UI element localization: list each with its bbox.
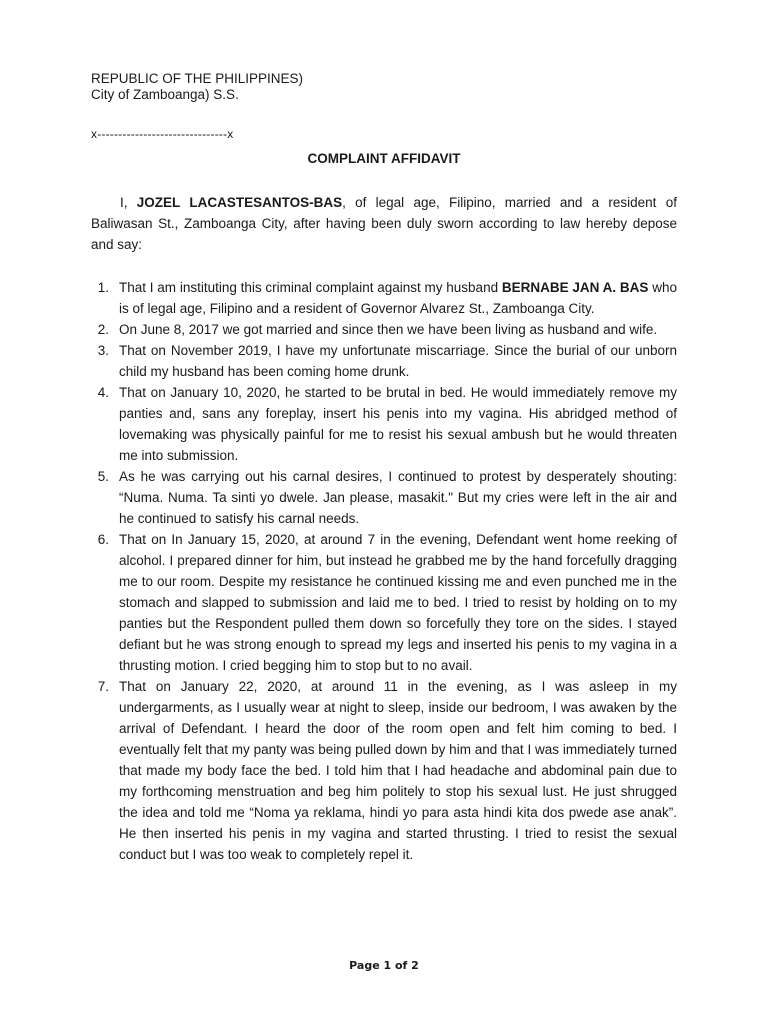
list-item: 3. That on November 2019, I have my unfortunate miscarriage. Since the burial of our unborn child my husband has been coming home drunk. bbox=[97, 343, 677, 379]
allegations-list bbox=[91, 277, 677, 865]
list-item: 5. As he was carrying out his carnal desires, I continued to protest by desperately shouting: “Numa. Numa. Ta sinti yo dwele. Jan please, masakit." But my cries were left in the air and he continued to satisfy his carnal needs. bbox=[97, 469, 677, 526]
list-item: 7. That on January 22, 2020, at around 11 in the evening, as I was asleep in my undergarments, as I usually wear at night to sleep, inside our bedroom, I was awaken by the arrival of Defendant. I heard the door of the room open and felt him coming to bed. I eventually felt that my panty was being pulled down by him and that I was immediately turned that made my body face the bed. I told him that I had headache and abdominal pain due to my forthcoming menstruation and beg him politely to stop his sexual lust. He just shrugged the idea and told me “Noma ya reklama, hindi yo para asta hindi kita dos pwede ase anak”. He then inserted his penis in my vagina and started thrusting. I tried to resist the sexual conduct but I was too weak to completely repel it. bbox=[97, 679, 677, 862]
list-item-text-cont: who is of legal age, Filipino and a resident of Governor Alvarez St., Zamboanga City. bbox=[119, 280, 677, 316]
affiant-name: JOZEL LACASTESANTOS-BAS bbox=[136, 195, 343, 210]
list-item-text: That on November 2019, I have my unfortunate miscarriage. Since the burial of our unborn child my husband has been coming home drunk. bbox=[119, 343, 677, 379]
document-title: COMPLAINT AFFIDAVIT bbox=[307, 151, 461, 166]
list-item-text: That on January 10, 2020, he started to be brutal in bed. He would immediately remove my panties and, sans any foreplay, insert his penis into my vagina. His abridged method of lovemaking was physically painful for me to resist his sexual ambush but he would threaten me into submission. bbox=[119, 385, 677, 463]
caption-country-line: REPUBLIC OF THE PHILIPPINES) bbox=[91, 71, 304, 86]
list-item-text: That on In January 15, 2020, at around 7 in the evening, Defendant went home reeking of alcohol. I prepared dinner for him, but instead he grabbed me by the hand forcefully dragging me to our room. Despite my resistance he continued kissing me and even punched me in the stomach and slapped to submission and laid me to bed. I tried to resist by holding on to my panties but the Respondent pulled them down so forcefully they tore on the sides. I stayed defiant but he was strong enough to spread my legs and inserted his penis to my vagina in a thrusting motion. I cried begging him to stop but to no avail. bbox=[119, 532, 677, 673]
list-item-text: On June 8, 2017 we got married and since then we have been living as husband and wife. bbox=[119, 322, 658, 337]
intro-paragraph bbox=[91, 192, 677, 255]
list-item: 2. On June 8, 2017 we got married and since then we have been living as husband and wife. bbox=[97, 322, 658, 337]
intro-body: , of legal age, Filipino, married and a resident of Baliwasan St., Zamboanga City, after having been duly sworn according to law hereby depose and say: bbox=[91, 195, 677, 252]
list-item-text: That on January 22, 2020, at around 11 in the evening, as I was asleep in my undergarments, as I usually wear at night to sleep, inside our bedroom, I was awaken by the arrival of Defendant. I heard the door of the room open and felt him coming to bed. I eventually felt that my panty was being pulled down by him and that I was immediately turned that made my body face the bed. I told him that I had headache and abdominal pain due to my forthcoming menstruation and beg him politely to stop his sexual lust. He just shrugged the idea and told me “Noma ya reklama, hindi yo para asta hindi kita dos pwede ase anak”. He then inserted his penis in my vagina and started thrusting. I tried to resist the sexual conduct but I was too weak to completely repel it. bbox=[119, 679, 677, 862]
caption-city-line: City of Zamboanga) S.S. bbox=[91, 87, 239, 102]
respondent-name: BERNABE JAN A. BAS bbox=[501, 280, 649, 295]
list-item-text: As he was carrying out his carnal desires, I continued to protest by desperately shouting: “Numa. Numa. Ta sinti yo dwele. Jan please, masakit." But my cries were left in the air and he continued to satisfy his carnal needs. bbox=[119, 469, 677, 526]
list-item: 6. That on In January 15, 2020, at around 7 in the evening, Defendant went home reeking of alcohol. I prepared dinner for him, but instead he grabbed me by the hand forcefully dragging me to our room. Despite my resistance he continued kissing me and even punched me in the stomach and slapped to submission and laid me to bed. I tried to resist by holding on to my panties but the Respondent pulled them down so forcefully they tore on the sides. I stayed defiant but he was strong enough to spread my legs and inserted his penis to my vagina in a thrusting motion. I cried begging him to stop but to no avail. bbox=[97, 532, 677, 673]
venue-caption bbox=[91, 71, 303, 103]
page-number-footer: Page 1 of 2 bbox=[349, 959, 419, 972]
list-item: 4. That on January 10, 2020, he started to be brutal in bed. He would immediately remove my panties and, sans any foreplay, insert his penis into my vagina. His abridged method of lovemaking was physically painful for me to resist his sexual ambush but he would threaten me into submission. bbox=[97, 385, 677, 463]
list-item: 1. That I am instituting this criminal complaint against my husband BERNABE JAN A. BAS who is of legal age, Filipino and a resident of Governor Alvarez St., Zamboanga City. bbox=[97, 280, 677, 316]
intro-prefix: I, bbox=[120, 195, 137, 210]
list-item-text: That I am instituting this criminal complaint against my husband bbox=[119, 280, 502, 295]
caption-separator: x-------------------------------x bbox=[91, 127, 234, 141]
